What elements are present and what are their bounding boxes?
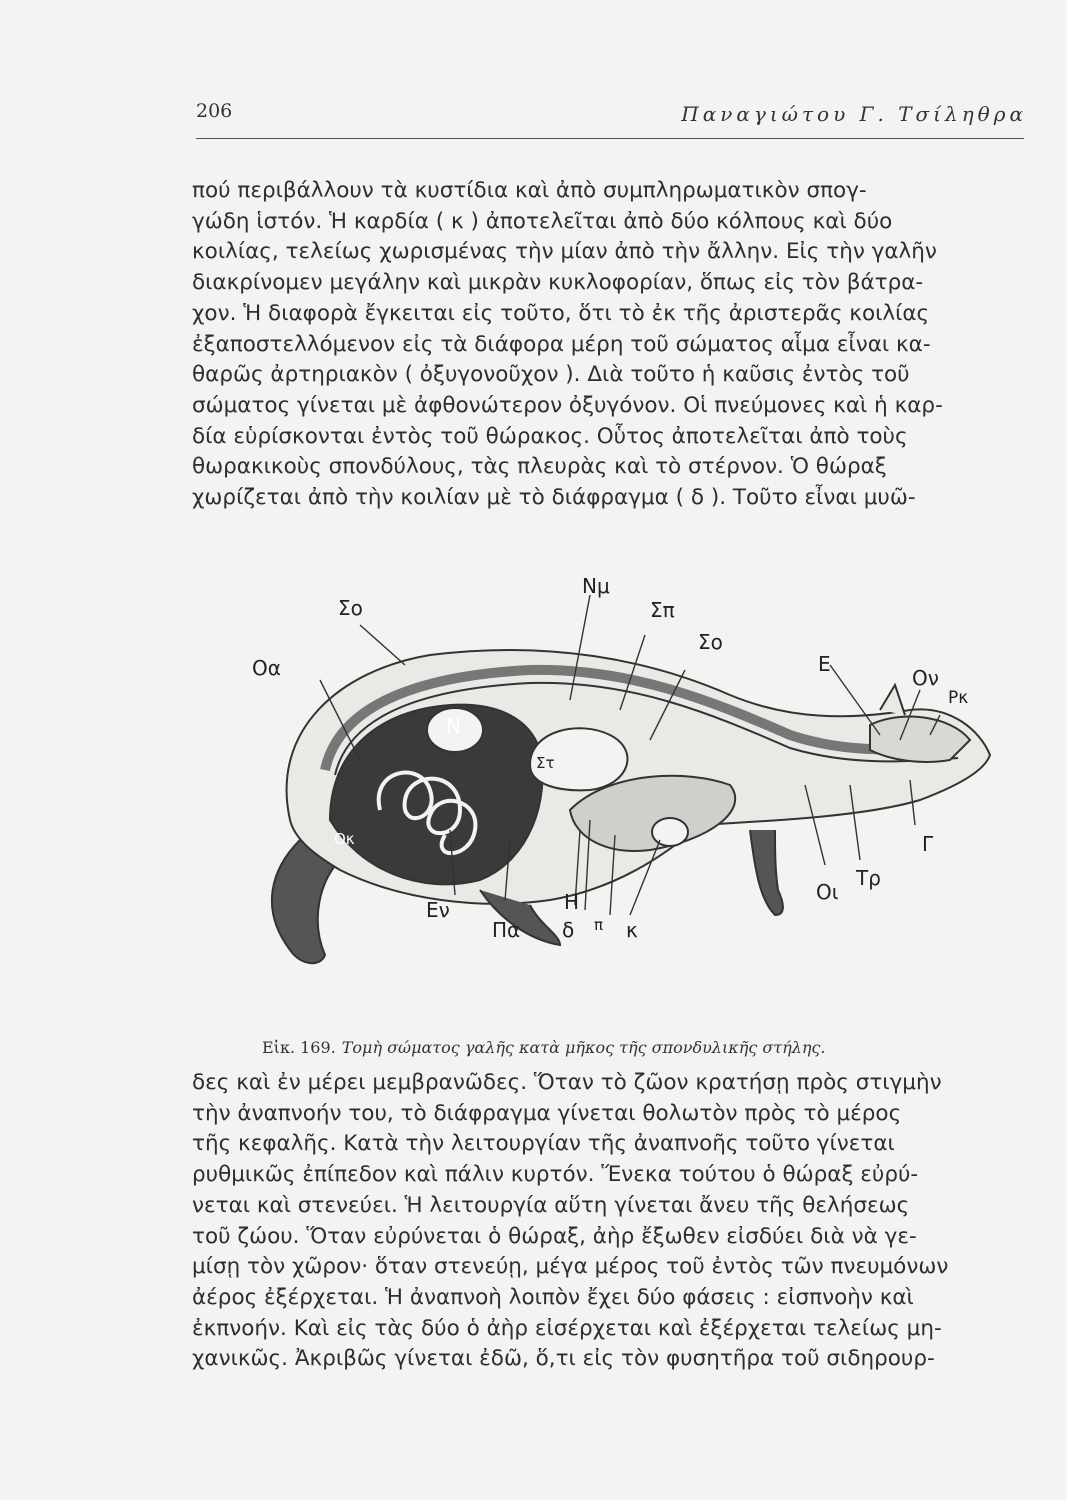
header-rule [196, 138, 1024, 139]
label-d: δ [562, 918, 575, 942]
label-g: Γ [922, 832, 934, 856]
label-nm: Νμ [582, 574, 610, 598]
text-line: δία εὑρίσκονται ἐντὸς τοῦ θώρακος. Οὗτος ἀποτελεῖται ἀπὸ τοὺς [192, 423, 908, 449]
text-line: πού περιβάλλουν τὰ κυστίδια καὶ ἀπὸ συμπληρωματικὸν σπογ- [192, 178, 867, 203]
label-e: Ε [818, 652, 831, 676]
text-line: ἐξαποστελλόμενον εἰς τὰ διάφορα μέρη τοῦ σώματος αἷμα εἶναι κα- [192, 331, 931, 357]
label-ok: Οκ [334, 830, 355, 848]
label-so-1: Σο [338, 596, 363, 620]
text-line: ἐκπνοήν. Καὶ εἰς τὰς δύο ὁ ἀὴρ εἰσέρχεται καὶ ἐξέρχεται τελείως μη- [192, 1315, 942, 1341]
label-p: π [594, 916, 604, 934]
label-pa: Πα [492, 918, 521, 942]
text-line: τὴν ἀναπνοήν του, τὸ διάφραγμα γίνεται θολωτὸν πρὸς τὸ μέρος [192, 1100, 902, 1126]
fore-leg [750, 830, 783, 915]
ear [880, 685, 905, 715]
label-oa: Οα [252, 656, 281, 680]
text-line: διακρίνομεν μεγάλην καὶ μικρὰν κυκλοφορίαν, ὅπως εἰς τὸν βάτρα- [192, 270, 924, 296]
label-oi: Οι [816, 880, 839, 904]
figure-caption [262, 1038, 825, 1057]
text-line: τῆς κεφαλῆς. Κατὰ τὴν λειτουργίαν τῆς ἀναπνοῆς τοῦτο γίνεται [192, 1131, 895, 1157]
running-head: Παναγιώτου Γ. Τσίληθρα [681, 102, 1027, 126]
text-line: τοῦ ζώου. Ὅταν εὐρύνεται ὁ θώραξ, ἀὴρ ἔξωθεν εἰσδύει διὰ νὰ γε- [192, 1223, 917, 1249]
text-line: χανικῶς. Ἀκριβῶς γίνεται ἐδῶ, ὅ,τι εἰς τὸν φυσητῆρα τοῦ σιδηρουρ- [192, 1346, 935, 1372]
cat-anatomy-figure [230, 570, 1010, 970]
text-line: κοιλίας, τελείως χωρισμένας τὴν μίαν ἀπὸ τὴν ἄλλην. Εἰς τὴν γαλῆν [192, 239, 937, 265]
cat-section-drawing [230, 570, 1010, 970]
page-number: 206 [196, 100, 233, 122]
label-tr: Τρ [856, 866, 881, 890]
label-on: Ον [912, 666, 939, 690]
paragraph-top [192, 176, 1024, 514]
text-line: θαρῶς ἀρτηριακὸν ( ὀξυγονοῦχον ). Διὰ τοῦτο ἡ καῦσις ἐντὸς τοῦ [192, 362, 910, 388]
text-line: γώδη ἱστόν. Ἡ καρδία ( κ ) ἀποτελεῖται ἀπὸ δύο κόλπους καὶ δύο [192, 208, 893, 234]
text-line: χωρίζεται ἀπὸ τὴν κοιλίαν μὲ τὸ διάφραγμα ( δ ). Τοῦτο εἶναι μυῶ- [192, 485, 916, 511]
paragraph-bottom [192, 1068, 1024, 1375]
label-k: κ [626, 918, 638, 942]
label-en: Εν [426, 898, 450, 922]
text-line: δες καὶ ἐν μέρει μεμβρανῶδες. Ὅταν τὸ ζῶον κρατήσῃ πρὸς στιγμὴν [192, 1070, 942, 1095]
label-rk: Ρκ [948, 688, 969, 708]
label-st: Στ [536, 754, 555, 772]
label-h: Η [564, 890, 580, 914]
text-line: ρυθμικῶς ἐπίπεδον καὶ πάλιν κυρτόν. Ἕνεκα τούτου ὁ θώραξ εὐρύ- [192, 1162, 919, 1188]
text-line: θωρακικοὺς σπονδύλους, τὰς πλευρὰς καὶ τὸ στέρνον. Ὁ θώραξ [192, 454, 887, 480]
text-line: νεται καὶ στενεύει. Ἡ λειτουργία αὕτη γίνεται ἄνευ τῆς θελήσεως [192, 1192, 910, 1218]
text-line: ἀέρος ἐξέρχεται. Ἡ ἀναπνοὴ λοιπὸν ἔχει δύο φάσεις : εἰσπνοὴν καὶ [192, 1284, 914, 1310]
text-line: μίσῃ τὸν χῶρον· ὅταν στενεύῃ, μέγα μέρος τοῦ ἐντὸς τῶν πνευμόνων [192, 1254, 949, 1280]
text-line: σώματος γίνεται μὲ ἀφθονώτερον ὀξυγόνον. Οἱ πνεύμονες καὶ ἡ καρ- [192, 392, 943, 418]
heart [652, 818, 688, 846]
label-sp: Σπ [650, 598, 675, 622]
label-n: Ν [446, 714, 461, 738]
label-so-2: Σο [698, 630, 723, 654]
text-line: χον. Ἡ διαφορὰ ἔγκειται εἰς τοῦτο, ὅτι τὸ ἐκ τῆς ἀριστερᾶς κοιλίας [192, 300, 930, 326]
caption-number: Εἰκ. 169. [262, 1038, 336, 1057]
caption-text: Τομὴ σώματος γαλῆς κατὰ μῆκος τῆς σπονδυλικῆς στήλης. [341, 1038, 826, 1057]
